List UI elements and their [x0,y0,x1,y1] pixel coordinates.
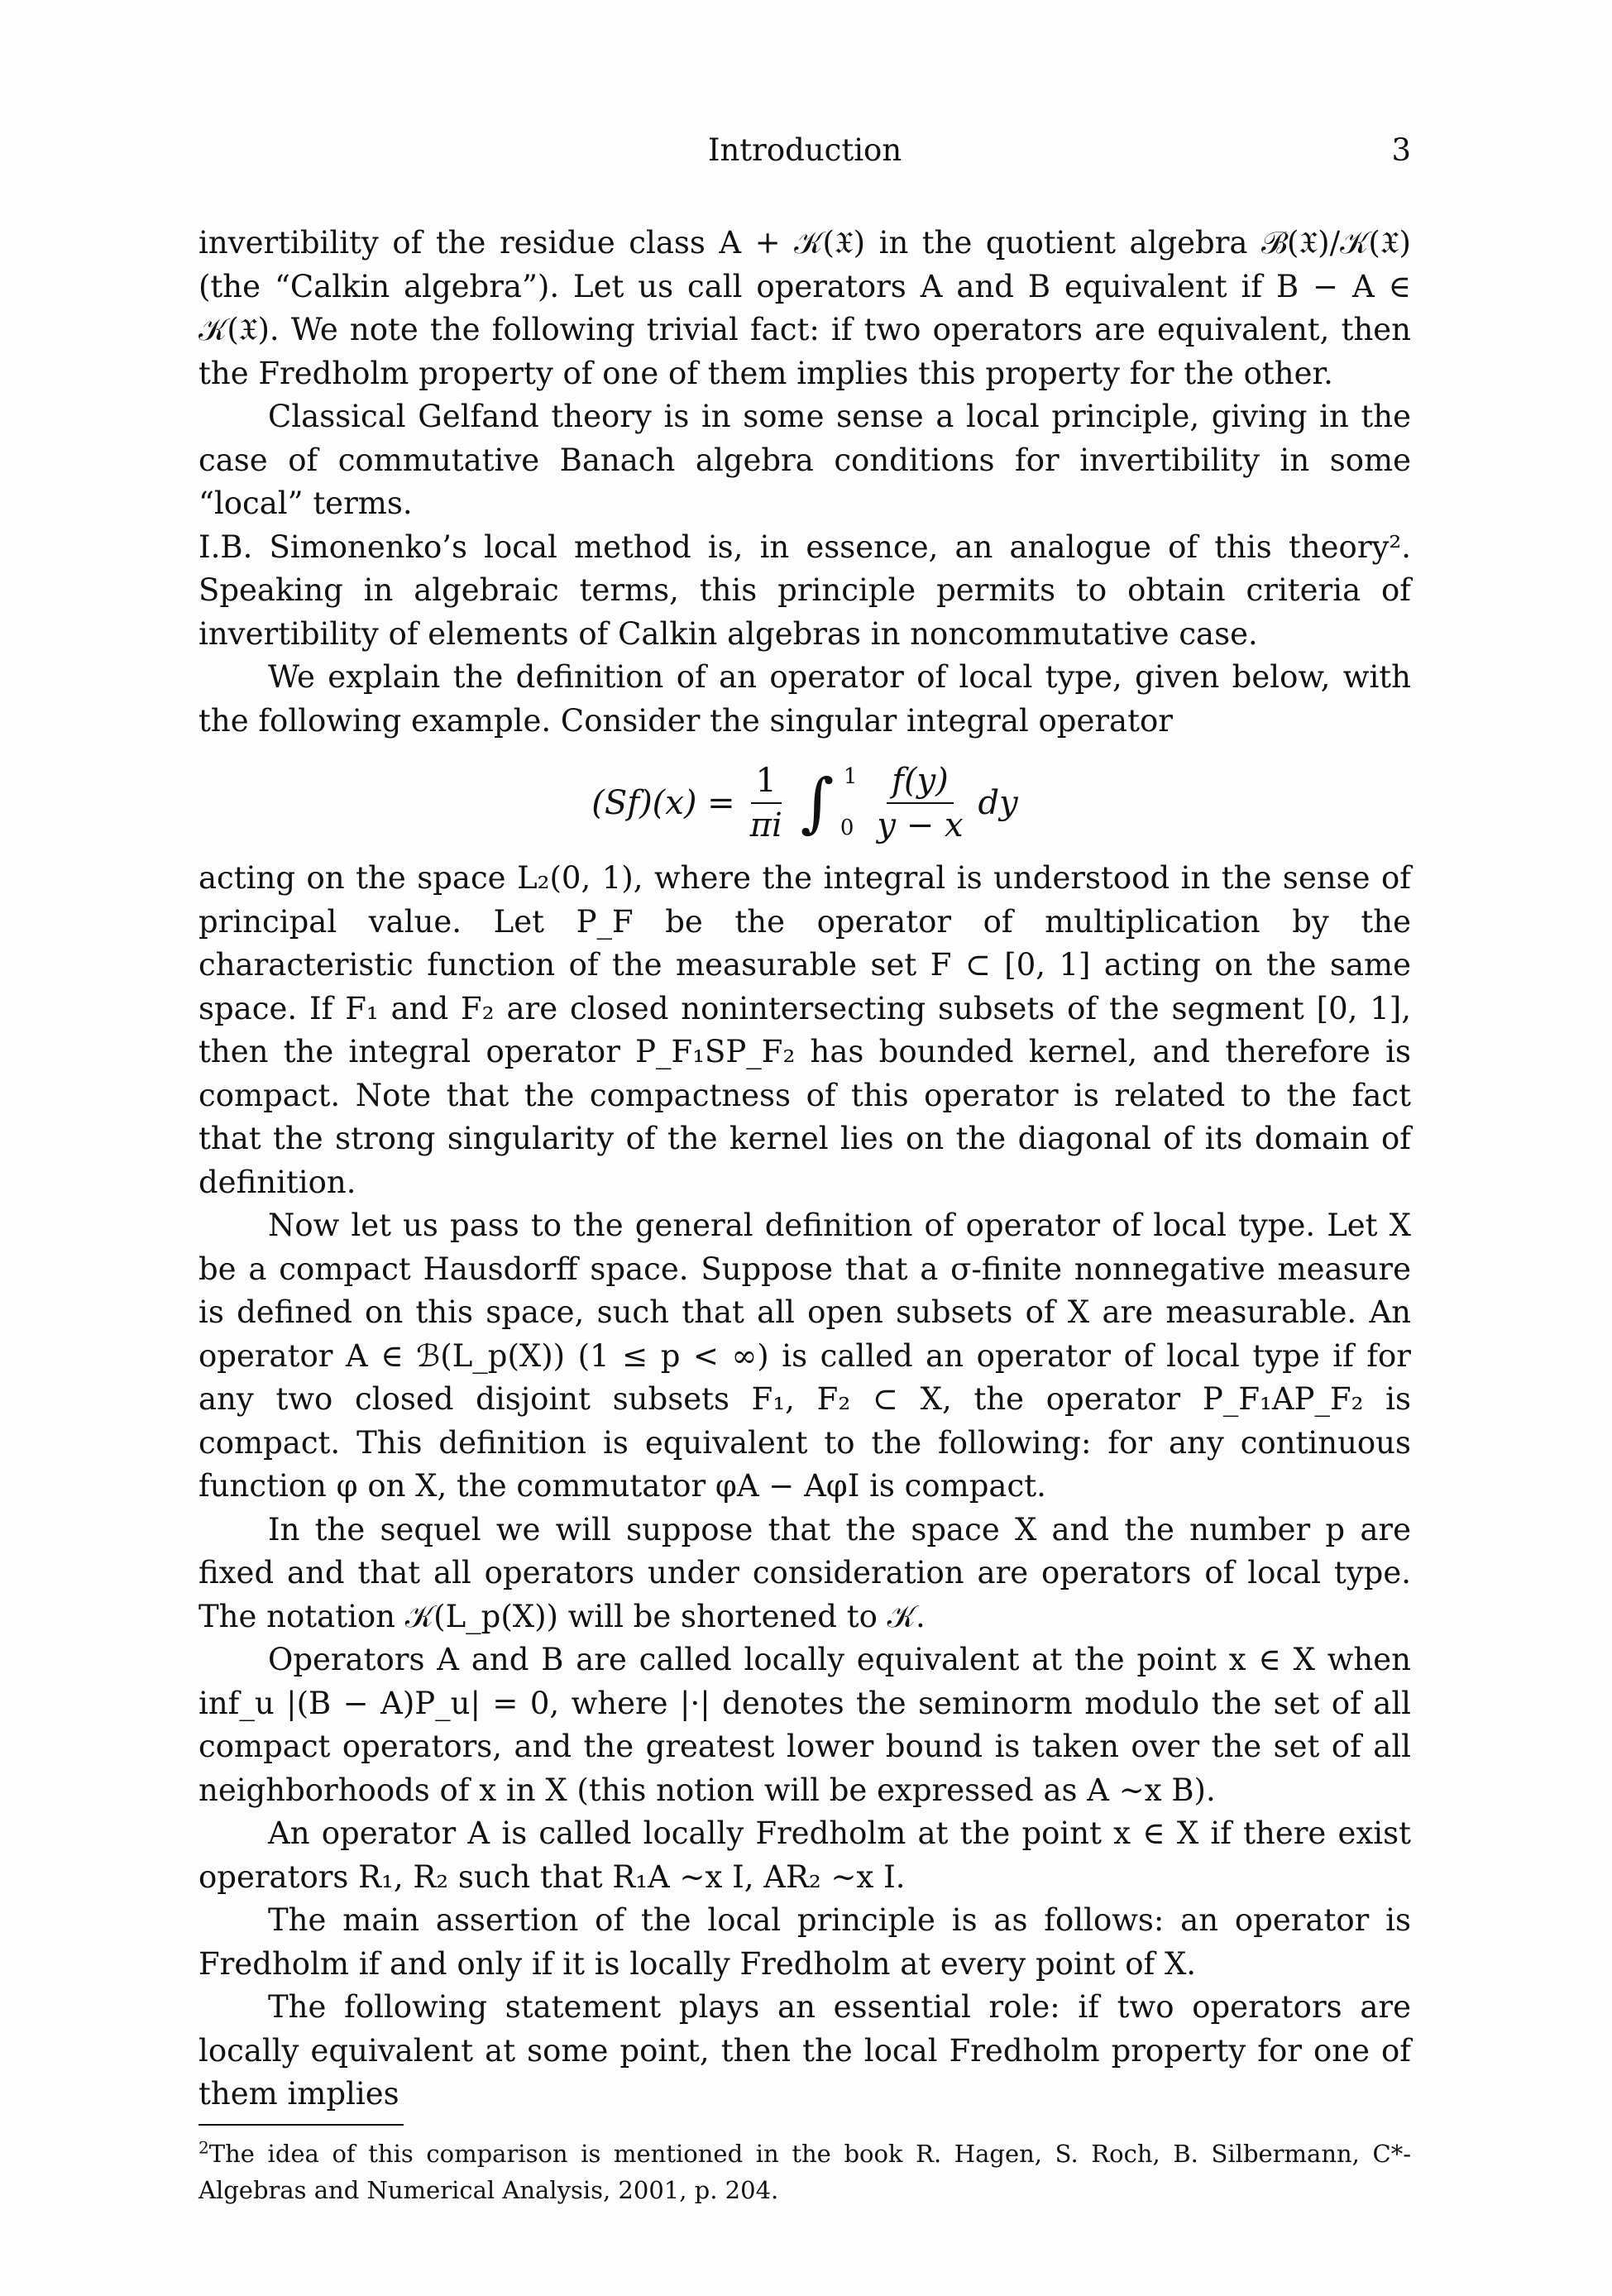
integral-sign: ∫ 1 0 [800,764,858,840]
coefficient-numerator: 1 [751,764,782,804]
page-header [199,132,1411,174]
paragraph-8: Operators A and B are called locally equivalent at the point x ∈ X when inf_u |(B − A)P_u| = 0, where |·| denotes the seminorm modulo the set of all compact operators, and the greatest lower bound is taken over the set of all neighborhoods of x in X (this notion will be expressed as A ~x B). [199,1642,1411,1808]
paragraph-11: The following statement plays an essential role: if two operators are locally equivalent at some point, then the local Fredholm property for one of them implies [199,1989,1411,2112]
footnote [199,2136,1411,2208]
paragraph-2: Classical Gelfand theory is in some sense a local principle, giving in the case of commutative Banach algebra conditions for invertibility in some “local” terms. [199,399,1411,521]
paragraph-4: We explain the definition of an operator of local type, given below, with the following example. Consider the singular integral operator [199,659,1411,739]
equation-coefficient [745,764,787,842]
footnote-marker: 2 [199,2137,209,2158]
differential: dy [978,784,1018,822]
paragraph-10: The main assertion of the local principle is as follows: an operator is Fredholm if and only if it is locally Fredholm at every point of X. [199,1902,1411,1982]
paragraph-5: acting on the space L₂(0, 1), where the integral is understood in the sense of principal value. Let P_F be the operator of multiplication by the characteristic function of the measurable set F ⊂ [0, 1] acting on the same space. If F₁ and F₂ are closed nonintersecting subsets of the segment [0, 1], then the integral operator P_F₁SP_F₂ has bounded kernel, and therefore is compact. Note that the compactness of this operator is related to the fact that the strong singularity of the kernel lies on the diagonal of its domain of definition. [199,860,1411,1200]
paragraph-3: I.B. Simonenko’s local method is, in essence, an analogue of this theory². Speaking in algebraic terms, this principle permits to obtain criteria of invertibility of elements of Calkin algebras in noncommutative case. [199,529,1411,652]
footnote-rule [199,2124,404,2126]
integral-upper-limit: 1 [843,764,858,789]
paragraph-7: In the sequel we will suppose that the space X and the number p are fixed and that all operators under consideration are operators of local type. The notation 𝒦(L_p(X)) will be shortened to 𝒦. [199,1511,1411,1634]
running-title: Introduction [707,132,902,168]
main-text [199,222,1411,2117]
integrand-denominator: y − x [877,806,964,844]
coefficient-denominator: πi [749,806,782,844]
integral-lower-limit: 0 [839,816,854,840]
integrand-numerator: f(y) [887,764,954,804]
equation-lhs: (Sf)(x) = [591,784,735,822]
footnote-text: The idea of this comparison is mentioned in the book R. Hagen, S. Roch, B. Silbermann, C*-Algebras and Numerical Analysis, 2001, p. 204. [199,2140,1411,2204]
paragraph-6: Now let us pass to the general definition of operator of local type. Let X be a compact Hausdorff space. Suppose that a σ-finite nonnegative measure is defined on this space, such that all open subsets of X are measurable. An operator A ∈ ℬ(L_p(X)) (1 ≤ p < ∞) is called an operator of local type if for any two closed disjoint subsets F₁, F₂ ⊂ X, the operator P_F₁AP_F₂ is compact. This definition is equivalent to the following: for any continuous function φ on X, the commutator φA − AφI is compact. [199,1208,1411,1504]
paragraph-9: An operator A is called locally Fredholm at the point x ∈ X if there exist operators R₁, R₂ such that R₁A ~x I, AR₂ ~x I. [199,1815,1411,1895]
paragraph-1: invertibility of the residue class A + 𝒦(𝔛) in the quotient algebra ℬ(𝔛)/𝒦(𝔛) (the “Calkin algebra”). Let us call operators A and B equivalent if B − A ∈ 𝒦(𝔛). We note the following trivial fact: if two operators are equivalent, then the Fredholm property of one of them implies this property for the other. [199,225,1411,391]
page-number: 3 [1391,132,1411,168]
integrand [872,764,968,842]
display-equation [199,764,1411,842]
